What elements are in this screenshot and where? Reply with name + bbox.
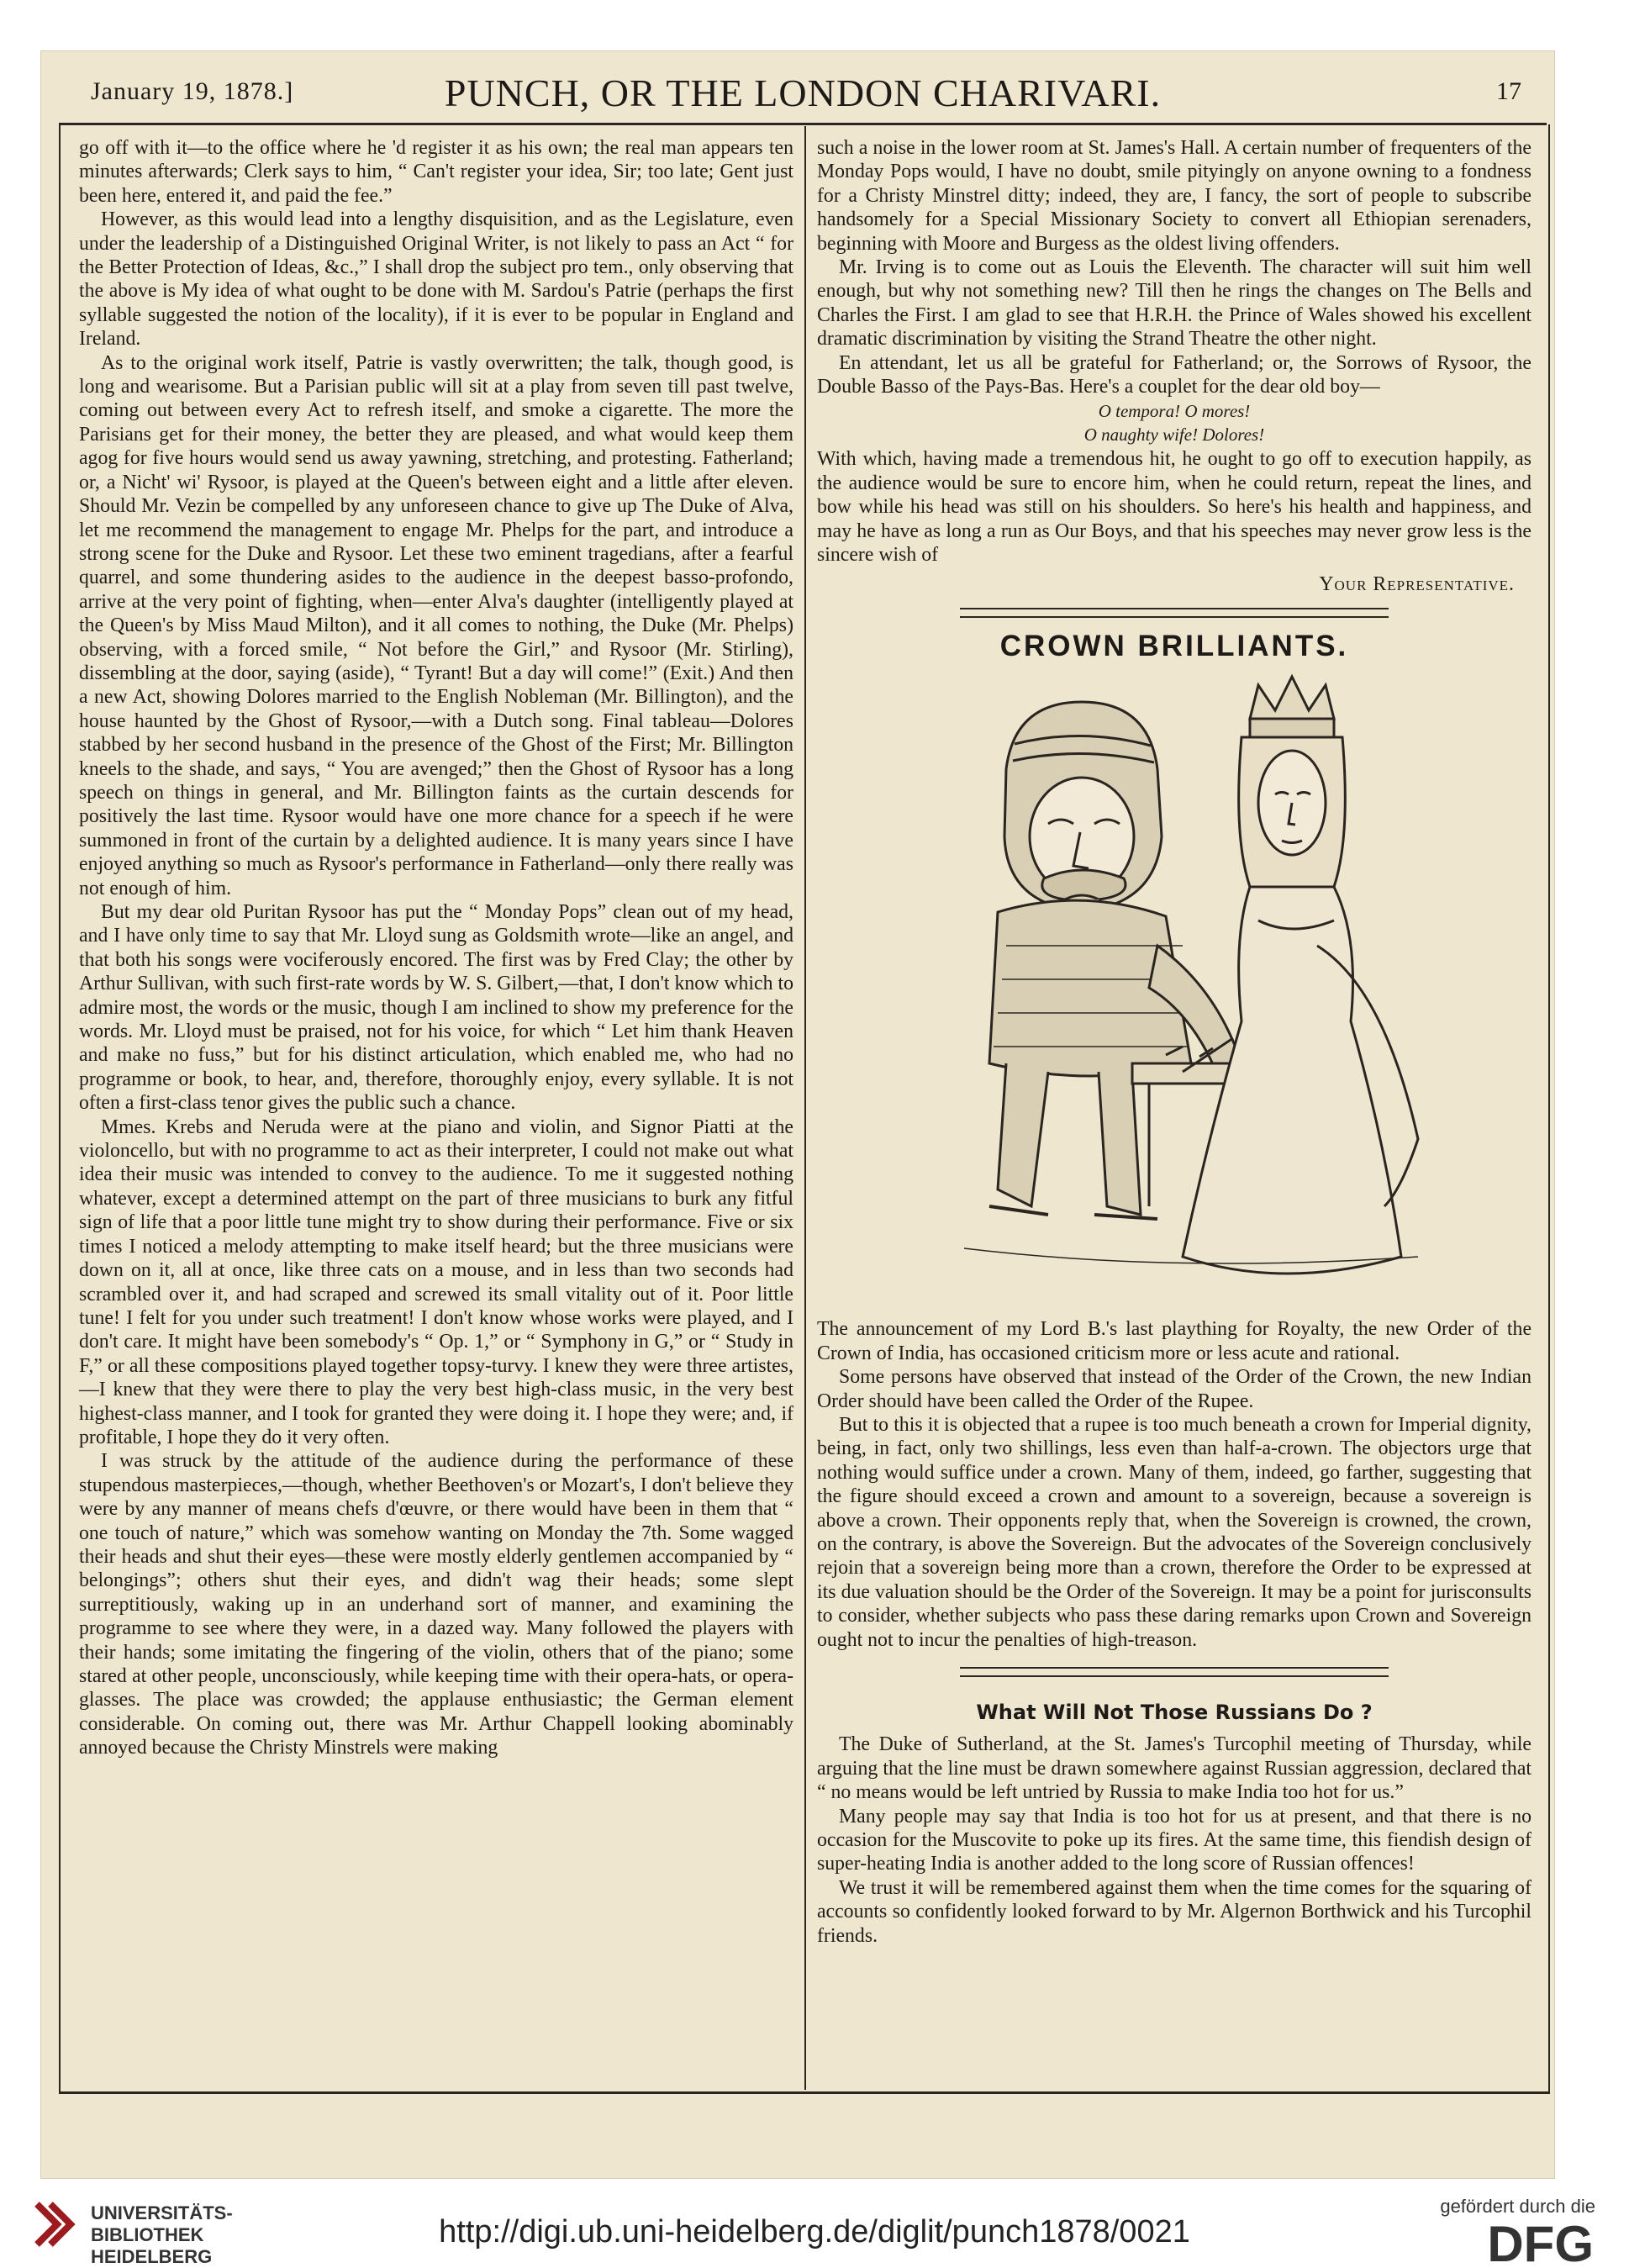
paragraph: go off with it—to the office where he 'd register it as his own; the real man appears ten minutes afterwards; Clerk says to him, “ Can't register your idea, Sir; too late; Gent just been here, entered it, and paid the fee.” [79, 137, 793, 207]
verse-line: O naughty wife! Dolores! [1083, 425, 1265, 446]
paragraph: But my dear old Puritan Rysoor has put the “ Monday Pops” clean out of my head, and I have only time to say that Mr. Lloyd sung as Goldsmith wrote—like an angel, and that both his songs were vociferously encored. The first was by Fred Clay; the other by Arthur Sullivan, with such first-rate words by W. S. Gilbert,—that, I don't know which to admire most, the words or the music, though I am inclined to show my preference for the words. Mr. Lloyd must be praised, not for his voice, for which “ Let him thank Heaven and make no fuss,” but for his distinct articulation, which enabled me, who had no programme or book, to hear, and, therefore, thoroughly enjoy, every syllable. It is not often a first-class tenor gives the public such a chance. [79, 901, 793, 1115]
paragraph: The Duke of Sutherland, at the St. James's Turcophil meeting of Thursday, while arguing that the line must be drawn somewhere against Russian aggression, declared that “ no means would be left untried by Russia to make India too hot for us.” [817, 1733, 1531, 1804]
right-column [817, 136, 1531, 1948]
cartoon-illustration [880, 668, 1468, 1307]
paragraph: However, as this would lead into a lengthy disquisition, and as the Legislature, even under the leadership of a Distinguished Original Writer, is not likely to pass an Act “ for the Better Protection of Ideas, &c.,” I shall drop the subject pro tem., only observing that the above is My idea of what ought to be done with M. Sardou's Patrie (perhaps the first syllable suggested the notion of the locality), if it is ever to be popular in England and Ireland. [79, 208, 793, 351]
paragraph: Many people may say that India is too hot for us at present, and that there is no occasion for the Muscovite to poke up its fires. At the same time, this fiendish design of super-heating India is another added to the long score of Russian offences! [817, 1805, 1531, 1875]
left-column [79, 136, 793, 1760]
paragraph: Mmes. Krebs and Neruda were at the piano and violin, and Signor Piatti at the violoncello, but with no programme to act as their interpreter, I could not make out what idea their music was intended to convey to the audience. To me it suggested nothing whatever, except a determined attempt on the part of three musicians to burk any fitful sign of life that a poor little tune might try to show during their performance. Five or six times I noticed a melody attempting to make itself heard; but the three musicians were down on it, all at once, like three cats on a mouse, and in less than two seconds had scrambled over it, and had scraped and screwed its small vitality out of it. Poor little tune! I felt for you under such treatment! I don't know whose works were played, and I don't care. It might have been somebody's “ Op. 1,” or “ Symphony in G,” or “ Study in F,” or all these compositions played together topsy-turvy. I knew they were three artistes,—I knew that they were there to play the very best high-class music, in the very best highest-class manner, and I took for granted they were doing it. I hope they were; and, if profitable, I hope they do it very often. [79, 1116, 793, 1448]
paragraph: I was struck by the attitude of the audience during the performance of these stupendous masterpieces,—though, whether Beethoven's or Mozart's, I don't believe they were by any manner of means chefs d'œuvre, or there would have been in them that “ one touch of nature,” which was somehow wanting on Monday the 7th. Some wagged their heads and shut their eyes—these were mostly elderly gentlemen accompanied by “ belongings”; others shut their eyes, and didn't wag their heads; some slept surreptitiously, waking up in an underhand sort of manner, and examining the programme to see where they were, in a dazed way. Many followed the players with their hands; some imitating the fingering of the violin, others that of the piano; some stared at other people, unconsciously, while keeping time with their opera-hats, or opera-glasses. The place was crowded; the applause enthusiastic; the German element considerable. On coming out, there was Mr. Arthur Chappell looking abominably annoyed because the Christy Minstrels were making [79, 1450, 793, 1759]
crown-brilliants-heading: CROWN BRILLIANTS. [999, 629, 1349, 662]
library-name-line: HEIDELBERG [91, 2246, 213, 2267]
paragraph: With which, having made a tremendous hit, he ought to go off to execution happily, as the audience would be sure to encore him, when he could return, repeat the lines, and bow while his head was still on his shoulders. So here's his health and happiness, and may he have as long a run as Our Boys, and that his speeches may never grow less is the sincere wish of [817, 448, 1531, 567]
page-number: 17 [1496, 77, 1521, 105]
funding-note: gefördert durch die [1440, 2196, 1595, 2217]
masthead [59, 69, 1547, 125]
column-divider [804, 126, 806, 2090]
paragraph: such a noise in the lower room at St. James's Hall. A certain number of frequenters of the Monday Pops would, I have no doubt, smile pityingly on anyone owning to a fondness for a Christy Minstrel ditty; indeed, they are, I fancy, the sort of people to subscribe handsomely for a Special Missionary Society to convert all Ethiopian serenaders, beginning with Moore and Burgess as the oldest living offenders. [817, 137, 1531, 255]
library-name-line: UNIVERSITÄTS- [91, 2202, 233, 2223]
paragraph: As to the original work itself, Patrie is vastly overwritten; the talk, though good, is long and wearisome. But a Parisian public will sit at a play from seven till past twelve, coming out between every Act to refresh itself, and smoke a cigarette. The more the Parisians get for their money, the better they are pleased, and what would keep them agog for five hours would send us away yawning, stretching, and protesting. Fatherland; or, a Nicht' wi' Rysoor, is played at the Queen's between eight and a little after eleven. Should Mr. Vezin be compelled by any unforeseen chance to give up The Duke of Alva, let me recommend the management to engage Mr. Phelps for the part, and introduce a strong scene for the Duke and Rysoor. Let these two eminent tragedians, after a fearful quarrel, and some thundering asides to the audience in the deepest basso-profondo, arrive at the very point of fighting, when—enter Alva's daughter (intelligently played at the Queen's by Miss Maud Milton), and it all comes to nothing, the Duke (Mr. Phelps) observing, with a forced smile, “ Not before the Girl,” and Rysoor (Mr. Stirling), dissembling at the door, saying (aside), “ Tyrant! But a day will come!” (Exit.) And then a new Act, showing Dolores married to the English Nobleman (Mr. Billington), and the house haunted by the Ghost of Rysoor,—with a Dutch song. Final tableau—Dolores stabbed by her second husband in the presence of the Ghost of the First; Mr. Billington kneels to the shade, and says, “ You are avenged;” then the Ghost of Rysoor has a long speech on things in general, and Mr. Billington faints as the curtain descends for positively the last time. Rysoor would have one more chance for a speech if he were summoned in front of the curtain by a delighted audience. It is many years since I have enjoyed anything so much as Rysoor's performance in Fatherland—only there really was not enough of him. [79, 351, 793, 899]
russians-heading: What Will Not Those Russians Do ? [976, 1701, 1373, 1724]
library-name-line: BIBLIOTHEK [91, 2224, 204, 2245]
issue-date: January 19, 1878.] [91, 77, 294, 105]
paragraph: But to this it is objected that a rupee is too much beneath a crown for Imperial dignity, being, in fact, only two shillings, less even than half-a-crown. The objectors urge that nothing would suffice under a crown. Many of them, indeed, go farther, suggesting that the figure should exceed a crown and amount to a sovereign, because a sovereign is above a crown. Their opponents reply that, when the Sovereign is crowned, the crown, on the contrary, is above the Sovereign. But the advocates of the Sovereign conclusively rejoin that a sovereign being more than a crown, therefore the Order to be expressed at its due valuation should be the Order of the Sovereign. It may be a point for jurisconsults to consider, whether subjects who pass these daring remarks upon Crown and Sovereign ought not to incur the penalties of high-treason. [817, 1413, 1531, 1651]
source-url-link[interactable]: http://digi.ub.uni-heidelberg.de/diglit/punch1878/0021 [439, 2214, 1190, 2250]
signature: Your Representative. [1319, 572, 1515, 595]
double-rule [960, 1667, 1389, 1677]
verse-line: O tempora! O mores! [1098, 401, 1251, 422]
dfg-logo-text: DFG [1487, 2219, 1594, 2265]
publication-title: PUNCH, OR THE LONDON CHARIVARI. [444, 71, 1162, 114]
double-rule [960, 608, 1389, 618]
paragraph: We trust it will be remembered against them when the time comes for the squaring of accounts so confidently looked forward to by Mr. Algernon Borthwick and his Turcophil friends. [817, 1876, 1531, 1947]
paragraph: Some persons have observed that instead of the Order of the Crown, the new Indian Order should have been called the Order of the Rupee. [817, 1366, 1531, 1412]
paragraph: En attendant, let us all be grateful for Fatherland; or, the Sorrows of Rysoor, the Double Basso of the Pays-Bas. Here's a couplet for the dear old boy— [817, 351, 1531, 398]
paragraph: The announcement of my Lord B.'s last plaything for Royalty, the new Order of the Crown of India, has occasioned criticism more or less acute and rational. [817, 1318, 1531, 1364]
dfg-logo-icon [1427, 2219, 1595, 2265]
paragraph: Mr. Irving is to come out as Louis the Eleventh. The character will suit him well enough, but why not something new? Till then he rings the changes on The Bells and Charles the First. I am glad to see that H.R.H. the Prince of Wales showed his excellent dramatic discrimination by visiting the Strand Theatre the other night. [817, 256, 1531, 351]
